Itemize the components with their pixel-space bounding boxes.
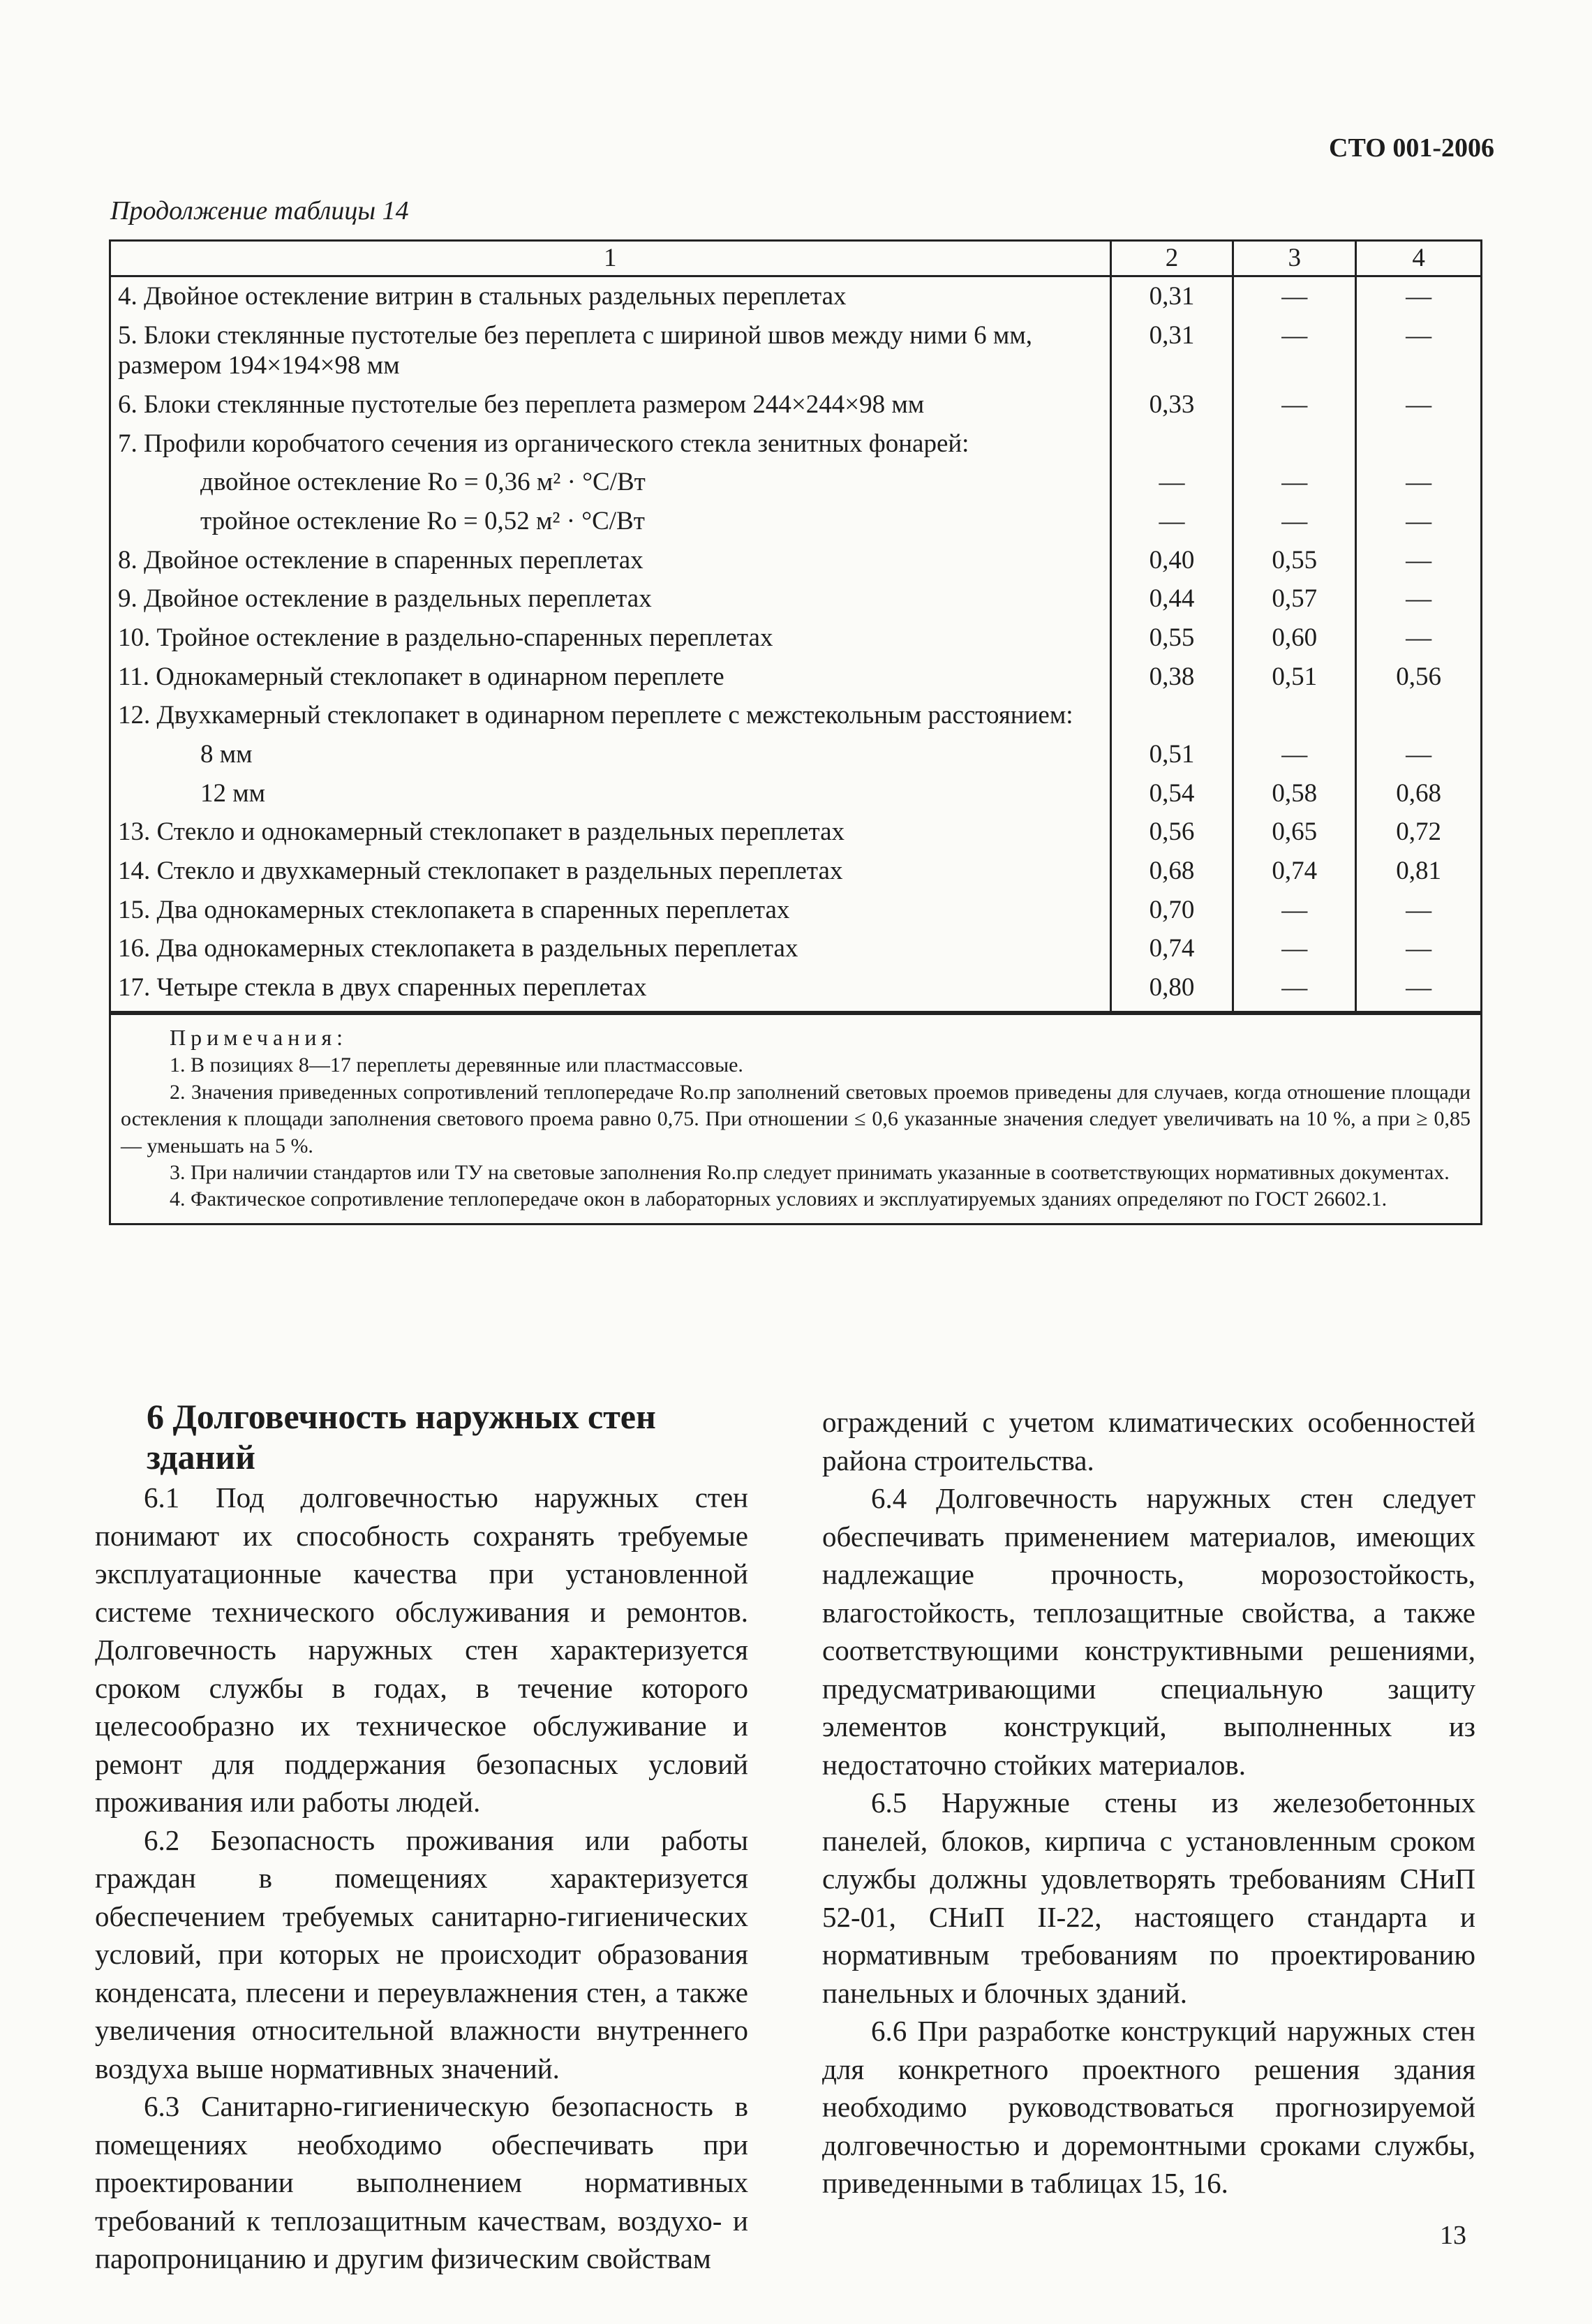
row-value: 0,55	[1110, 619, 1233, 658]
row-label: 16. Два однокамерных стеклопакета в раздельных переплетах	[110, 929, 1111, 968]
row-label: 6. Блоки стеклянные пустотелые без переплета размером 244×244×98 мм	[110, 385, 1111, 424]
row-label: 13. Стекло и однокамерный стеклопакет в раздельных переплетах	[110, 813, 1111, 852]
data-table	[109, 239, 1482, 1013]
table-row	[110, 502, 1482, 541]
row-value: —	[1233, 385, 1356, 424]
row-value: —	[1233, 891, 1356, 930]
row-value: 0,60	[1233, 619, 1356, 658]
column-header: 4	[1356, 241, 1482, 276]
note-item: 4. Фактическое сопротивление теплопередаче окон в лабораторных условиях и эксплуатируемых зданиях определяют по ГОСТ 26602.1.	[170, 1187, 1388, 1211]
table-row	[110, 852, 1482, 891]
row-value: 0,55	[1233, 541, 1356, 580]
paragraph: 6.1 Под долговечностью наружных стен понимают их способность сохранять требуемые эксплуатационные качества при установленной системе технического обслуживания и ремонтов. Долговечность наружных стен характеризуется сроком службы в годах, в течение которого целесообразно их техническое обслуживание и ремонт для поддержания безопасных условий проживания или работы людей.	[95, 1481, 748, 1818]
row-value: 0,68	[1110, 852, 1233, 891]
notes-title: Примечания:	[170, 1025, 348, 1051]
row-value: 0,54	[1110, 774, 1233, 813]
row-value	[1110, 424, 1233, 464]
row-label: 10. Тройное остекление в раздельно-спаренных переплетах	[110, 619, 1111, 658]
row-label: 17. Четыре стекла в двух спаренных переплетах	[110, 968, 1111, 1012]
table-row	[110, 385, 1482, 424]
row-value	[1233, 424, 1356, 464]
column-header: 1	[110, 241, 1111, 276]
page-number: 13	[1440, 2221, 1466, 2250]
row-value: 0,31	[1110, 276, 1233, 316]
column-header: 2	[1110, 241, 1233, 276]
row-value: —	[1356, 385, 1482, 424]
row-value: 0,68	[1356, 774, 1482, 813]
row-value: 0,40	[1110, 541, 1233, 580]
table-row	[110, 696, 1482, 735]
table-row	[110, 735, 1482, 774]
row-value: —	[1233, 735, 1356, 774]
table-row	[110, 968, 1482, 1012]
table-row	[110, 619, 1482, 658]
row-label: тройное остекление Rо = 0,52 м² · °С/Вт	[110, 502, 1111, 541]
column-header: 3	[1233, 241, 1356, 276]
section-title: 6 Долговечность наружных стен зданий	[147, 1397, 656, 1476]
paragraph: 6.6 При разработке конструкций наружных стен для конкретного проектного решения здания необходимо руководствоваться прогнозируемой долговечностью и доремонтными сроками службы, приведенными в таблицах 15, 16.	[822, 2015, 1475, 2199]
row-value: 0,70	[1110, 891, 1233, 930]
row-value: —	[1233, 502, 1356, 541]
row-value: 0,58	[1233, 774, 1356, 813]
row-value: —	[1356, 579, 1482, 619]
row-value: 0,74	[1110, 929, 1233, 968]
row-value: —	[1356, 316, 1482, 385]
row-label: 8 мм	[110, 735, 1111, 774]
row-value: —	[1233, 276, 1356, 316]
table-14-continuation	[109, 239, 1482, 1359]
row-label: 12. Двухкамерный стеклопакет в одинарном переплете с межстекольным расстоянием:	[110, 696, 1111, 735]
row-label: 8. Двойное остекление в спаренных переплетах	[110, 541, 1111, 580]
row-label: 14. Стекло и двухкамерный стеклопакет в раздельных переплетах	[110, 852, 1111, 891]
paragraph: 6.3 Санитарно-гигиеническую безопасность в помещениях необходимо обеспечивать при проектировании выполнением нормативных требований к теплозащитным качествам, воздухо- и паропроницанию и другим физическим свойствам	[95, 2090, 748, 2274]
table-caption: Продолжение таблицы 14	[110, 196, 409, 225]
row-value	[1233, 696, 1356, 735]
note-item: 2. Значения приведенных сопротивлений теплопередаче Rо.пр заполнений световых проемов приведены для случаев, когда отношение площади остекления к площади заполнения светового проема равно 0,75. При отношении ≤ 0,6 указанные значения следует увеличивать на 10 %, а при ≥ 0,85 — уменьшать на 5 %.	[121, 1080, 1471, 1157]
row-value: 0,51	[1233, 658, 1356, 697]
table-row	[110, 276, 1482, 316]
paragraph: 6.2 Безопасность проживания или работы граждан в помещениях характеризуется обеспечением требуемых санитарно-гигиенических условий, при которых не происходит образования конденсата, плесени и переувлажнения стен, а также увеличения относительной влажности внутреннего воздуха выше нормативных значений.	[95, 1823, 748, 2085]
table-row	[110, 463, 1482, 502]
row-value: —	[1110, 502, 1233, 541]
row-label: 4. Двойное остекление витрин в стальных раздельных переплетах	[110, 276, 1111, 316]
row-value: 0,74	[1233, 852, 1356, 891]
row-value: 0,80	[1110, 968, 1233, 1012]
row-value	[1110, 696, 1233, 735]
row-value: —	[1356, 276, 1482, 316]
note-item: 1. В позициях 8—17 переплеты деревянные или пластмассовые.	[170, 1053, 743, 1077]
row-value	[1356, 424, 1482, 464]
row-label: 12 мм	[110, 774, 1111, 813]
row-value: 0,56	[1356, 658, 1482, 697]
table-row	[110, 813, 1482, 852]
row-value: 0,56	[1110, 813, 1233, 852]
table-row	[110, 891, 1482, 930]
table-notes	[109, 1013, 1482, 1224]
row-value: —	[1233, 968, 1356, 1012]
row-value: —	[1233, 463, 1356, 502]
table-header-row	[110, 241, 1482, 276]
row-value: —	[1356, 541, 1482, 580]
row-label: 7. Профили коробчатого сечения из органического стекла зенитных фонарей:	[110, 424, 1111, 464]
row-value: 0,38	[1110, 658, 1233, 697]
row-value: —	[1356, 968, 1482, 1012]
table-row	[110, 579, 1482, 619]
row-value: —	[1356, 891, 1482, 930]
row-value: —	[1233, 929, 1356, 968]
row-value: 0,57	[1233, 579, 1356, 619]
row-label: 5. Блоки стеклянные пустотелые без переплета с шириной швов между ними 6 мм, размером 194×194×98 мм	[110, 316, 1111, 385]
row-label: 11. Однокамерный стеклопакет в одинарном переплете	[110, 658, 1111, 697]
row-value: 0,72	[1356, 813, 1482, 852]
row-value: —	[1356, 502, 1482, 541]
table-row	[110, 424, 1482, 464]
paragraph: 6.4 Долговечность наружных стен следует обеспечивать применением материалов, имеющих надлежащие прочность, морозостойкость, влагостойкость, теплозащитные свойства, а также соответствующими конструктивными решениями, предусматривающими специальную защиту элементов конструкций, выполненных из недостаточно стойких материалов.	[822, 1482, 1475, 1781]
right-column	[822, 1403, 1475, 2203]
row-label: двойное остекление Rо = 0,36 м² · °С/Вт	[110, 463, 1111, 502]
table-row	[110, 929, 1482, 968]
row-value: 0,51	[1110, 735, 1233, 774]
table-row	[110, 774, 1482, 813]
row-label: 15. Два однокамерных стеклопакета в спаренных переплетах	[110, 891, 1111, 930]
note-item: 3. При наличии стандартов или ТУ на световые заполнения Rо.пр следует принимать указанные в соответствующих нормативных документах.	[170, 1160, 1450, 1184]
row-label: 9. Двойное остекление в раздельных переплетах	[110, 579, 1111, 619]
row-value: 0,44	[1110, 579, 1233, 619]
row-value: 0,31	[1110, 316, 1233, 385]
row-value: —	[1110, 463, 1233, 502]
row-value: —	[1356, 463, 1482, 502]
paragraph: 6.5 Наружные стены из железобетонных панелей, блоков, кирпича с установленным сроком службы должны удовлетворять требованиям СНиП 52-01, СНиП II-22, настоящего стандарта и нормативным требованиям по проектированию панельных и блочных зданий.	[822, 1786, 1475, 2009]
table-row	[110, 541, 1482, 580]
row-value	[1356, 696, 1482, 735]
row-value: 0,81	[1356, 852, 1482, 891]
row-value: —	[1233, 316, 1356, 385]
row-value: —	[1356, 735, 1482, 774]
standard-code: СТО 001-2006	[1329, 133, 1494, 163]
left-column	[95, 1479, 748, 2278]
table-row	[110, 658, 1482, 697]
row-value: —	[1356, 929, 1482, 968]
row-value: —	[1356, 619, 1482, 658]
paragraph-continuation: ограждений с учетом климатических особенностей района строительства.	[822, 1406, 1475, 1476]
table-row	[110, 316, 1482, 385]
row-value: 0,65	[1233, 813, 1356, 852]
row-value: 0,33	[1110, 385, 1233, 424]
